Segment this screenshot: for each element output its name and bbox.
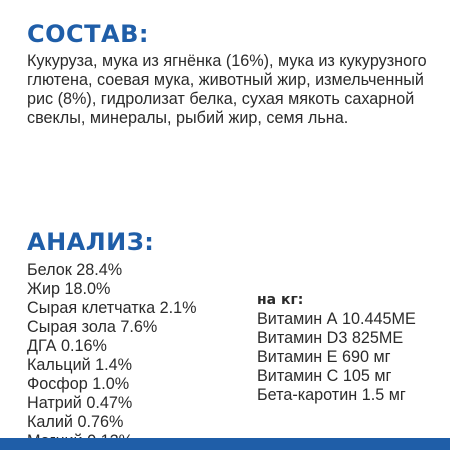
vitamin-item: Витамин С 105 мг <box>257 367 392 385</box>
per-kg-list <box>257 310 416 405</box>
vitamin-item: Бета-каротин 1.5 мг <box>257 386 406 404</box>
vitamin-item: Витамин Е 690 мг <box>257 348 391 366</box>
analysis-item: Жир 18.0% <box>27 280 111 298</box>
analysis-heading: АНАЛИЗ: <box>27 228 155 256</box>
composition-heading: СОСТАВ: <box>27 20 149 48</box>
analysis-item: ДГА 0.16% <box>27 337 107 355</box>
analysis-item: Кальций 1.4% <box>27 356 133 374</box>
composition-text: Кукуруза, мука из ягнёнка (16%), мука из кукурузного глютена, соевая мука, животный жир, измельченный рис (8%), гидролизат белка, сухая мякоть сахарной свеклы, минералы, рыбий жир, семя льна. <box>27 52 427 127</box>
analysis-item: Сырая клетчатка 2.1% <box>27 299 197 317</box>
analysis-item: Фосфор 1.0% <box>27 375 130 393</box>
analysis-item: Белок 28.4% <box>27 261 123 279</box>
analysis-list <box>27 261 197 451</box>
vitamin-item: Витамин А 10.445МЕ <box>257 310 416 328</box>
analysis-item: Натрий 0.47% <box>27 394 133 412</box>
vitamin-item: Витамин D3 825МЕ <box>257 329 404 347</box>
bottom-accent-bar <box>0 438 450 450</box>
analysis-item: Сырая зола 7.6% <box>27 318 158 336</box>
analysis-item: Калий 0.76% <box>27 413 124 431</box>
per-kg-section <box>257 291 416 405</box>
per-kg-title: на кг: <box>257 292 304 308</box>
